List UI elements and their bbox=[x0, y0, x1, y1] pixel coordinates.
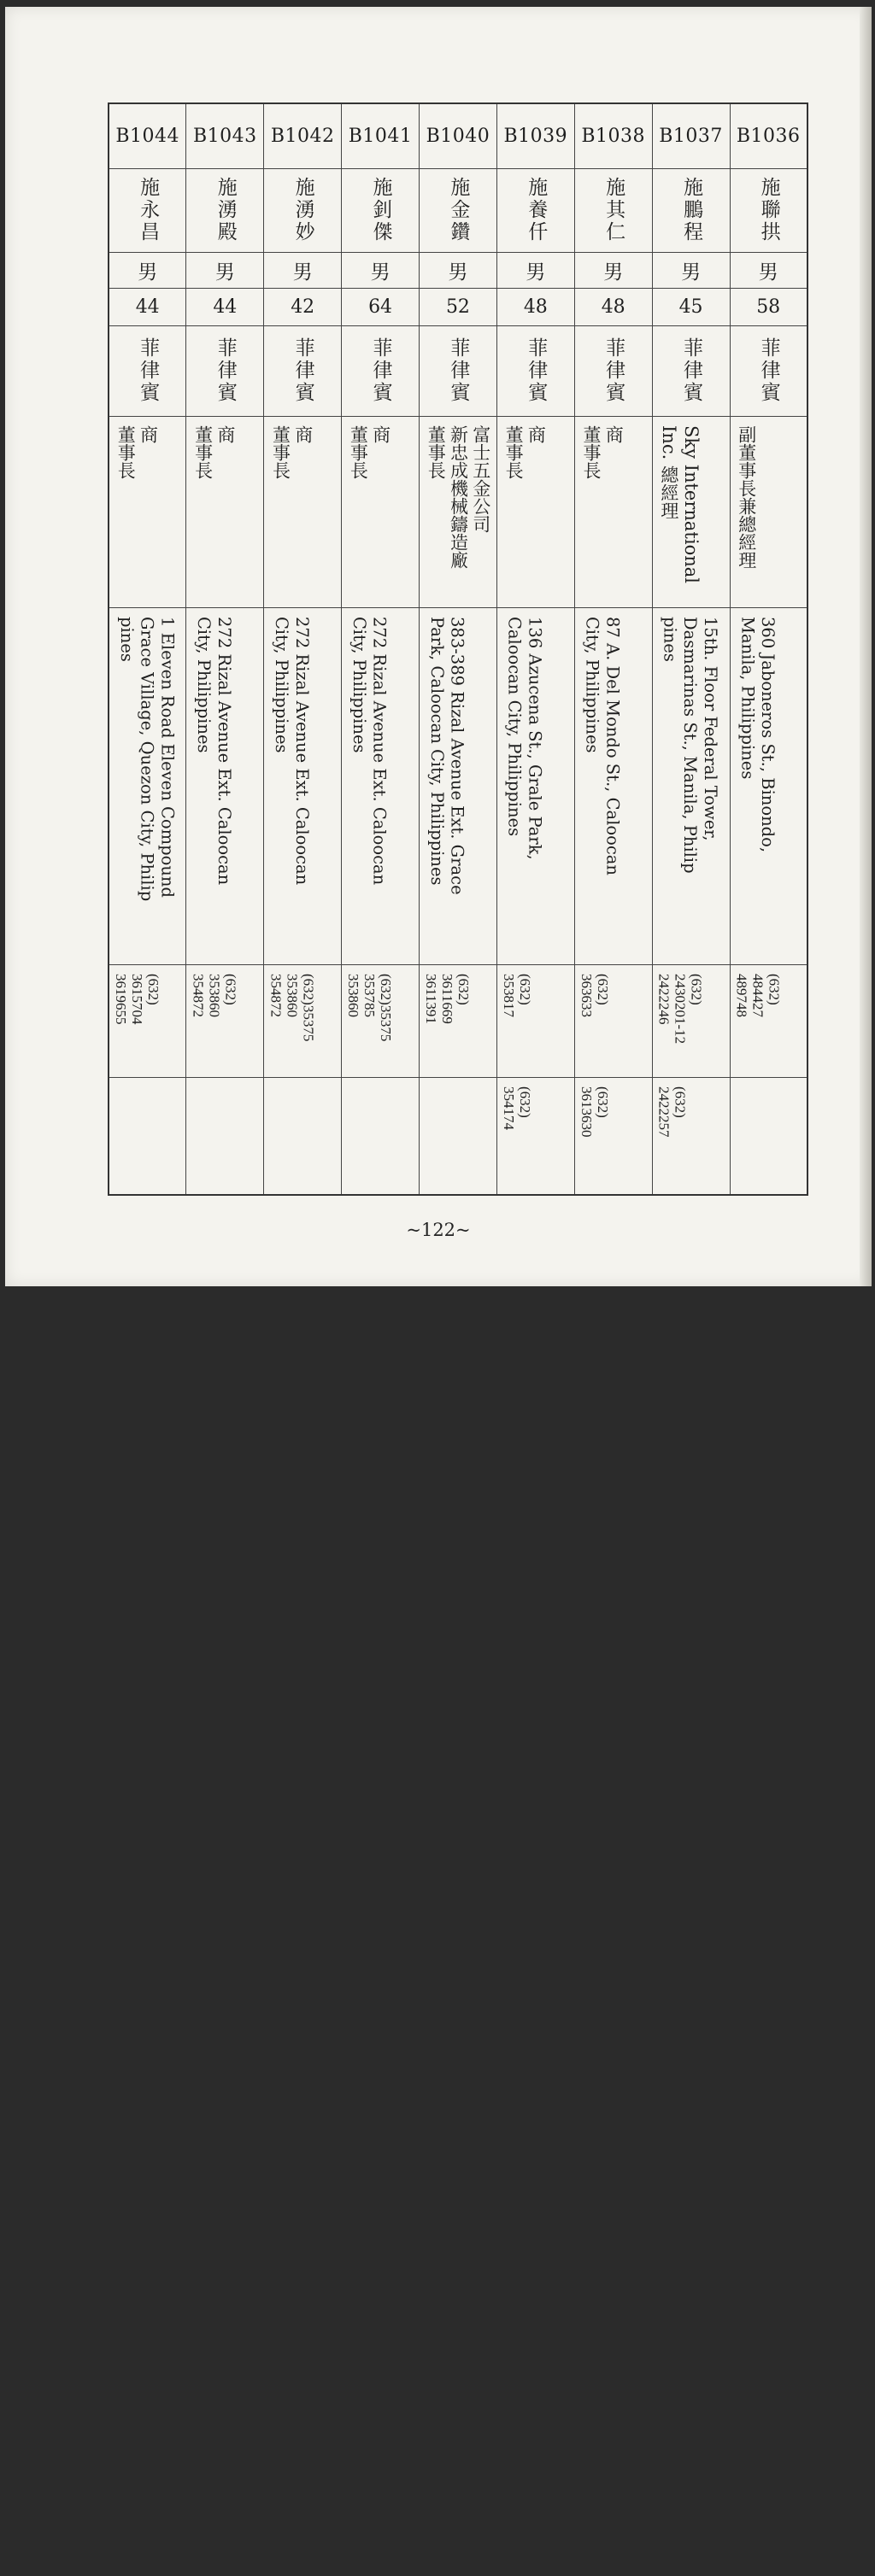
record-phone: (632) 3615704 3619655 bbox=[113, 973, 162, 1024]
record-fax bbox=[342, 1078, 347, 1195]
row-age bbox=[109, 288, 807, 325]
record-title: Sky International Inc. 總經理 bbox=[658, 424, 702, 583]
record-age-cell bbox=[342, 288, 420, 325]
record-nationality-cell bbox=[186, 325, 264, 416]
record-address-cell bbox=[186, 607, 264, 964]
record-nationality: 菲律賓 bbox=[757, 337, 780, 404]
record-address: 272 Rizal Avenue Ext. Caloocan City, Philippines bbox=[349, 616, 390, 885]
record-fax bbox=[731, 1078, 736, 1195]
record-title: 商 董事長 bbox=[115, 424, 159, 479]
record-title: 富士五金公司 新忠成機械鑄造廠 董事長 bbox=[426, 424, 491, 569]
record-address: 272 Rizal Avenue Ext. Caloocan City, Philippines bbox=[194, 616, 234, 885]
record-phone: (632) 353817 bbox=[500, 973, 533, 1017]
record-nationality: 菲律賓 bbox=[525, 337, 548, 404]
record-id: B1036 bbox=[736, 125, 801, 147]
record-fax-cell bbox=[342, 1077, 420, 1195]
record-id: B1039 bbox=[503, 125, 568, 147]
record-id-cell bbox=[652, 103, 730, 168]
record-name-cell bbox=[730, 168, 807, 252]
record-age-cell bbox=[264, 288, 342, 325]
record-sex: 男 bbox=[681, 261, 702, 284]
record-age-cell bbox=[186, 288, 264, 325]
record-name: 施釗傑 bbox=[369, 177, 392, 243]
record-name-cell bbox=[496, 168, 574, 252]
record-age: 48 bbox=[601, 296, 625, 318]
record-phone-cell bbox=[186, 964, 264, 1077]
record-id-cell bbox=[264, 103, 342, 168]
record-fax-cell bbox=[109, 1077, 186, 1195]
record-fax bbox=[264, 1078, 269, 1195]
record-title-cell bbox=[496, 416, 574, 607]
row-sex bbox=[109, 252, 807, 288]
record-sex-cell bbox=[264, 252, 342, 288]
record-title-cell bbox=[109, 416, 186, 607]
record-fax-cell bbox=[186, 1077, 264, 1195]
record-sex-cell bbox=[420, 252, 497, 288]
record-address: 15th. Floor Federal Tower, Dasmarinas St., Manila, Philip pines bbox=[660, 616, 720, 874]
record-title: 商 董事長 bbox=[348, 424, 391, 479]
record-title: 商 董事長 bbox=[270, 424, 314, 479]
record-fax-cell bbox=[496, 1077, 574, 1195]
record-title: 商 董事長 bbox=[503, 424, 547, 479]
record-sex: 男 bbox=[603, 261, 624, 284]
row-id bbox=[109, 103, 807, 168]
record-nationality-cell bbox=[342, 325, 420, 416]
record-age-cell bbox=[730, 288, 807, 325]
record-nationality: 菲律賓 bbox=[369, 337, 392, 404]
record-phone: (632) 3611669 3611391 bbox=[423, 973, 473, 1024]
record-title-cell bbox=[730, 416, 807, 607]
record-address-cell bbox=[264, 607, 342, 964]
record-phone-cell bbox=[496, 964, 574, 1077]
record-phone: (632) 2430201-12 2422246 bbox=[655, 973, 705, 1044]
record-name-cell bbox=[652, 168, 730, 252]
record-phone-cell bbox=[420, 964, 497, 1077]
record-id-cell bbox=[420, 103, 497, 168]
record-name-cell bbox=[109, 168, 186, 252]
record-id-cell bbox=[186, 103, 264, 168]
record-phone: (632)35375 353860 354872 bbox=[267, 973, 317, 1041]
record-fax: (632) 2422257 bbox=[655, 1086, 689, 1137]
record-age: 42 bbox=[291, 296, 315, 318]
page-number: ~122~ bbox=[406, 1220, 471, 1240]
record-sex-cell bbox=[109, 252, 186, 288]
record-id: B1038 bbox=[581, 125, 646, 147]
record-address: 360 Jaboneros St., Binondo, Manila, Philippines bbox=[737, 616, 778, 852]
record-sex-cell bbox=[496, 252, 574, 288]
record-name: 施湧妙 bbox=[291, 177, 314, 243]
record-nationality-cell bbox=[652, 325, 730, 416]
row-name bbox=[109, 168, 807, 252]
record-fax-cell bbox=[574, 1077, 652, 1195]
record-id-cell bbox=[730, 103, 807, 168]
record-title: 商 董事長 bbox=[581, 424, 625, 479]
record-nationality: 菲律賓 bbox=[679, 337, 702, 404]
record-nationality-cell bbox=[420, 325, 497, 416]
record-name: 施金鑽 bbox=[447, 177, 470, 243]
record-nationality-cell bbox=[574, 325, 652, 416]
record-phone: (632) 484427 489748 bbox=[733, 973, 783, 1017]
record-fax: (632) 354174 bbox=[500, 1086, 533, 1130]
record-nationality-cell bbox=[730, 325, 807, 416]
record-address: 383-389 Rizal Avenue Ext. Grace Park, Caloocan City, Philippines bbox=[426, 616, 467, 895]
record-age-cell bbox=[420, 288, 497, 325]
record-id-cell bbox=[574, 103, 652, 168]
record-address: 87 A. Del Mondo St., Caloocan City, Philippines bbox=[582, 616, 623, 875]
row-title bbox=[109, 416, 807, 607]
row-phone bbox=[109, 964, 807, 1077]
record-age: 64 bbox=[368, 296, 393, 318]
record-name-cell bbox=[264, 168, 342, 252]
record-title-cell bbox=[342, 416, 420, 607]
record-title-cell bbox=[186, 416, 264, 607]
record-sex-cell bbox=[574, 252, 652, 288]
member-roster-table bbox=[108, 102, 808, 1196]
record-title-cell bbox=[420, 416, 497, 607]
record-fax-cell bbox=[730, 1077, 807, 1195]
record-fax-cell bbox=[420, 1077, 497, 1195]
row-address bbox=[109, 607, 807, 964]
record-address-cell bbox=[420, 607, 497, 964]
record-sex-cell bbox=[342, 252, 420, 288]
record-sex: 男 bbox=[370, 261, 391, 284]
record-address-cell bbox=[109, 607, 186, 964]
record-title-cell bbox=[652, 416, 730, 607]
record-name: 施養仟 bbox=[525, 177, 548, 243]
record-fax: (632) 3613630 bbox=[578, 1086, 611, 1137]
record-address-cell bbox=[574, 607, 652, 964]
record-age-cell bbox=[109, 288, 186, 325]
record-nationality: 菲律賓 bbox=[447, 337, 470, 404]
scan-edge-shadow bbox=[860, 7, 872, 1286]
record-sex: 男 bbox=[526, 261, 546, 284]
record-nationality: 菲律賓 bbox=[602, 337, 625, 404]
record-sex: 男 bbox=[448, 261, 468, 284]
document-page bbox=[5, 7, 872, 1286]
record-sex: 男 bbox=[138, 261, 158, 284]
record-sex: 男 bbox=[758, 261, 778, 284]
record-id: B1043 bbox=[192, 125, 257, 147]
record-name: 施其仁 bbox=[602, 177, 625, 243]
record-nationality-cell bbox=[496, 325, 574, 416]
record-age: 44 bbox=[213, 296, 238, 318]
record-id: B1041 bbox=[348, 125, 413, 147]
record-sex: 男 bbox=[292, 261, 313, 284]
record-sex-cell bbox=[730, 252, 807, 288]
record-name-cell bbox=[186, 168, 264, 252]
record-fax-cell bbox=[264, 1077, 342, 1195]
record-name-cell bbox=[420, 168, 497, 252]
record-name: 施鵬程 bbox=[679, 177, 702, 243]
record-age-cell bbox=[496, 288, 574, 325]
record-id-cell bbox=[109, 103, 186, 168]
record-address: 1 Eleven Road Eleven Compound Grace Village, Quezon City, Philip pines bbox=[116, 616, 178, 901]
row-fax bbox=[109, 1077, 807, 1195]
record-phone-cell bbox=[342, 964, 420, 1077]
record-name-cell bbox=[574, 168, 652, 252]
record-name-cell bbox=[342, 168, 420, 252]
record-fax bbox=[186, 1078, 191, 1195]
record-id: B1044 bbox=[115, 125, 180, 147]
record-name: 施湧殿 bbox=[214, 177, 237, 243]
record-name: 施永昌 bbox=[137, 177, 160, 243]
record-id: B1042 bbox=[270, 125, 335, 147]
record-address-cell bbox=[496, 607, 574, 964]
record-id-cell bbox=[496, 103, 574, 168]
record-id: B1037 bbox=[659, 125, 723, 147]
record-address-cell bbox=[652, 607, 730, 964]
record-phone: (632) 353860 354872 bbox=[190, 973, 239, 1017]
record-address: 272 Rizal Avenue Ext. Caloocan City, Philippines bbox=[272, 616, 312, 885]
record-sex-cell bbox=[186, 252, 264, 288]
row-nationality bbox=[109, 325, 807, 416]
record-phone-cell bbox=[109, 964, 186, 1077]
record-phone-cell bbox=[652, 964, 730, 1077]
record-fax-cell bbox=[652, 1077, 730, 1195]
record-phone: (632) 363633 bbox=[578, 973, 611, 1017]
record-phone-cell bbox=[730, 964, 807, 1077]
record-id: B1040 bbox=[426, 125, 490, 147]
record-age: 45 bbox=[678, 296, 703, 318]
record-age: 44 bbox=[135, 296, 160, 318]
record-age: 58 bbox=[756, 296, 781, 318]
record-age: 48 bbox=[523, 296, 548, 318]
record-name: 施聯拱 bbox=[757, 177, 780, 243]
record-phone-cell bbox=[264, 964, 342, 1077]
record-address: 136 Azucena St., Grale Park, Caloocan City, Philippines bbox=[504, 616, 545, 860]
record-address-cell bbox=[342, 607, 420, 964]
record-title: 副董事長兼總經理 bbox=[736, 424, 757, 569]
record-sex: 男 bbox=[214, 261, 235, 284]
record-nationality: 菲律賓 bbox=[291, 337, 314, 404]
record-title-cell bbox=[264, 416, 342, 607]
record-title: 商 董事長 bbox=[192, 424, 236, 479]
record-id-cell bbox=[342, 103, 420, 168]
record-phone: (632)35375 353785 353860 bbox=[345, 973, 395, 1041]
record-sex-cell bbox=[652, 252, 730, 288]
record-nationality: 菲律賓 bbox=[137, 337, 160, 404]
record-title-cell bbox=[574, 416, 652, 607]
record-age-cell bbox=[574, 288, 652, 325]
record-fax bbox=[109, 1078, 115, 1195]
record-nationality-cell bbox=[264, 325, 342, 416]
record-phone-cell bbox=[574, 964, 652, 1077]
record-nationality: 菲律賓 bbox=[214, 337, 237, 404]
record-age-cell bbox=[652, 288, 730, 325]
record-nationality-cell bbox=[109, 325, 186, 416]
record-address-cell bbox=[730, 607, 807, 964]
record-fax bbox=[420, 1078, 425, 1195]
record-age: 52 bbox=[445, 296, 470, 318]
